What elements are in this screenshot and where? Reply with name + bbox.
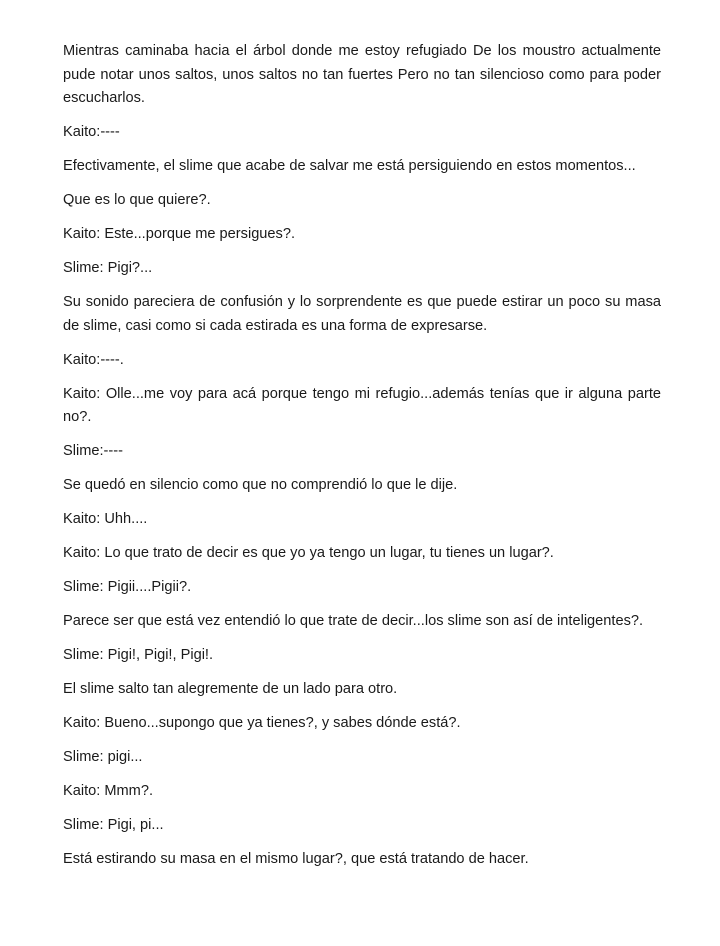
paragraph: Kaito: Lo que trato de decir es que yo ya tengo un lugar, tu tienes un lugar?. xyxy=(63,545,554,561)
paragraph: Efectivamente, el slime que acabe de salvar me está persiguiendo en estos momentos... xyxy=(63,158,636,174)
paragraph: Kaito: Mmm?. xyxy=(63,783,154,799)
paragraph: Kaito: Uhh.... xyxy=(63,511,148,527)
paragraph: Se quedó en silencio como que no comprendió lo que le dije. xyxy=(63,477,458,493)
paragraph: Está estirando su masa en el mismo lugar?, que está tratando de hacer. xyxy=(63,851,529,867)
paragraph: Que es lo que quiere?. xyxy=(63,192,211,208)
paragraph: Slime: Pigi!, Pigi!, Pigi!. xyxy=(63,647,214,663)
paragraph: Kaito: Este...porque me persigues?. xyxy=(63,226,296,242)
paragraph: Kaito:---- xyxy=(63,124,120,140)
paragraph: Slime: Pigi?... xyxy=(63,260,153,276)
paragraph: Slime: Pigii....Pigii?. xyxy=(63,579,192,595)
paragraph: Mientras caminaba hacia el árbol donde me estoy refugiado De los moustro actualmente pude notar unos saltos, unos saltos no tan fuertes Pero no tan silencioso como para poder escucharlos. xyxy=(63,43,661,106)
text-column xyxy=(63,40,661,872)
paragraph: Kaito: Olle...me voy para acá porque tengo mi refugio...además tenías que ir alguna parte no?. xyxy=(63,385,661,425)
paragraph: Su sonido pareciera de confusión y lo sorprendente es que puede estirar un poco su masa de slime, casi como si cada estirada es una forma de expresarse. xyxy=(63,294,661,334)
paragraph: El slime salto tan alegremente de un lado para otro. xyxy=(63,681,398,697)
paragraph: Parece ser que está vez entendió lo que trate de decir...los slime son así de inteligentes?. xyxy=(63,613,644,629)
paragraph: Kaito: Bueno...supongo que ya tienes?, y sabes dónde está?. xyxy=(63,715,461,731)
paragraph: Kaito:----. xyxy=(63,351,124,368)
paragraph: Slime:---- xyxy=(63,443,123,459)
paragraph: Slime: Pigi, pi... xyxy=(63,817,164,833)
paragraph: Slime: pigi... xyxy=(63,749,143,765)
